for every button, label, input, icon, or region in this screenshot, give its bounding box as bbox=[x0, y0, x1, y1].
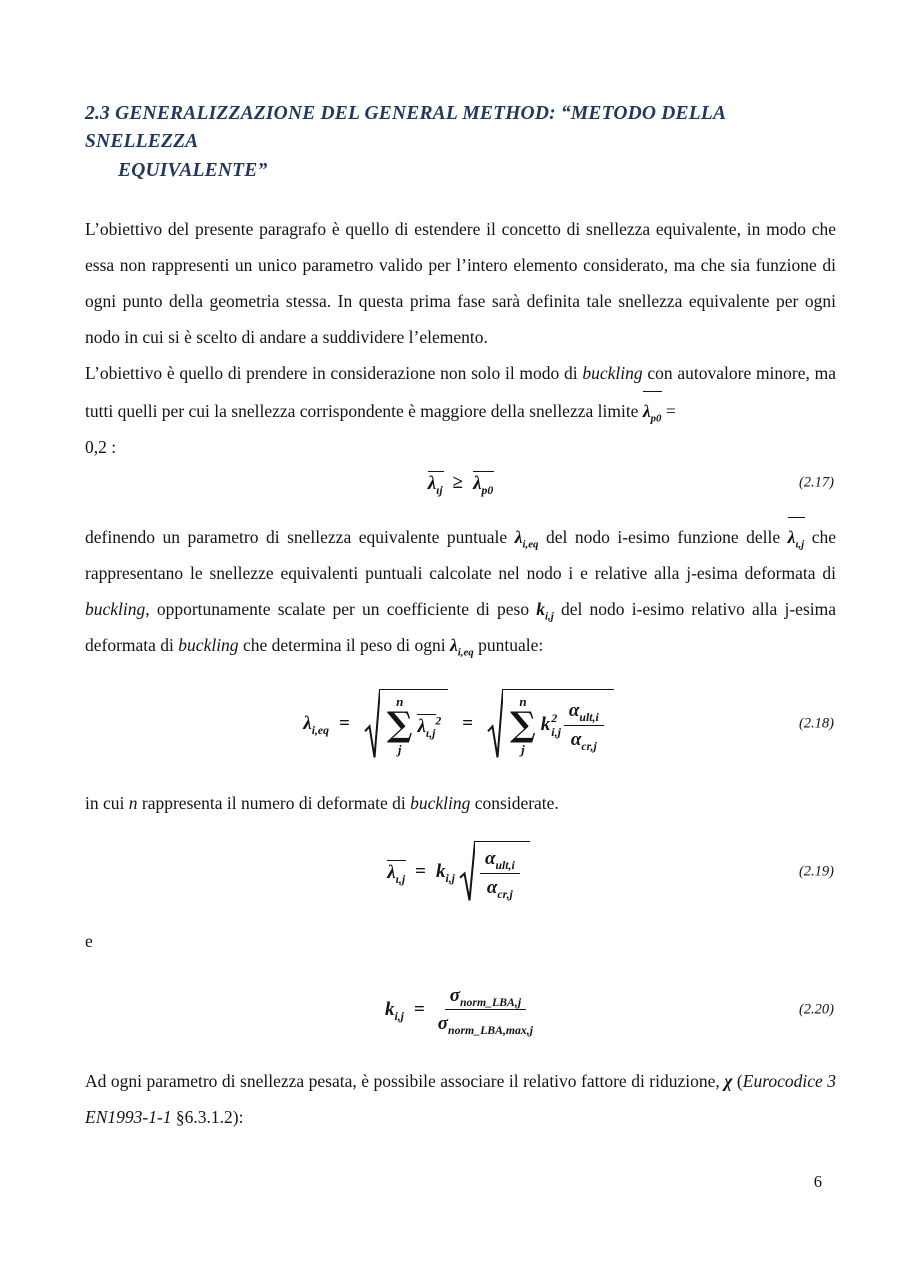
lambda-symbol: λ bbox=[417, 715, 426, 737]
equation-number: (2.19) bbox=[798, 863, 834, 880]
italic-term-eurocodice: Eurocodice 3 EN1993-1-1 bbox=[85, 1070, 837, 1127]
lambda-subscript: p0 bbox=[650, 412, 662, 425]
equation-2-17 bbox=[85, 471, 836, 495]
lambda-symbol: λ bbox=[514, 526, 523, 547]
k-subscript: i,j bbox=[551, 724, 561, 739]
text-run: §6.3.1.2): bbox=[171, 1106, 244, 1127]
k-symbol: k bbox=[540, 713, 551, 735]
exponent: 2 bbox=[435, 714, 442, 728]
lambda-subscript: i,eq bbox=[311, 723, 330, 737]
radical bbox=[487, 689, 614, 759]
math-lambda-ieq bbox=[303, 713, 329, 735]
radical bbox=[364, 689, 448, 759]
text-run: con autovalore minore, ma tutti quelli per cui la snellezza corrispondente è maggiore della snellezza limite bbox=[85, 362, 836, 421]
equation-2-18-body bbox=[303, 689, 617, 759]
paragraph-conjunction: e bbox=[85, 930, 93, 951]
k-symbol: k bbox=[384, 998, 395, 1020]
lambda-symbol: λ bbox=[387, 861, 396, 883]
equals-symbol: = bbox=[339, 713, 350, 735]
sigma-sum-icon: ∑ bbox=[386, 705, 413, 746]
fraction-alpha bbox=[480, 846, 520, 900]
sigma-symbol: σ bbox=[437, 1013, 449, 1035]
math-lambda-ieq bbox=[449, 634, 474, 659]
lambda-bar-p0 bbox=[473, 471, 493, 495]
alpha-subscript: ult,i bbox=[579, 711, 599, 725]
heading-text: GENERALIZZAZIONE DEL GENERAL METHOD: “METODO DELLA SNELLEZZA bbox=[85, 103, 726, 153]
text-run: L’obiettivo è quello di prendere in considerazione non solo il modo di bbox=[85, 362, 583, 383]
k-symbol: k bbox=[435, 860, 446, 882]
geq-symbol: ≥ bbox=[452, 471, 464, 493]
alpha-symbol: α bbox=[484, 848, 496, 870]
lambda-subscript: ι,j bbox=[425, 726, 436, 740]
lambda-subscript: ιj bbox=[436, 483, 443, 497]
paragraph-n-definition bbox=[85, 785, 836, 821]
lambda-symbol: λ bbox=[473, 472, 482, 494]
math-k-ij bbox=[436, 861, 455, 883]
heading-line1 bbox=[85, 100, 836, 157]
text-run: puntuale: bbox=[473, 634, 544, 655]
radicand bbox=[379, 689, 448, 759]
lambda-subscript: i,eq bbox=[457, 646, 474, 659]
math-lambda-bar-squared bbox=[417, 714, 441, 738]
italic-term-buckling: buckling bbox=[582, 362, 643, 383]
fraction-denominator bbox=[438, 1010, 533, 1037]
exponent: 2 bbox=[551, 710, 558, 725]
lambda-symbol: λ bbox=[787, 526, 796, 547]
radicand bbox=[474, 841, 530, 902]
k-subscript: i,j bbox=[445, 871, 455, 885]
math-k-ij bbox=[385, 999, 404, 1021]
lambda-bar-ij bbox=[387, 860, 405, 884]
lambda-subscript: ι,j bbox=[795, 538, 805, 551]
lambda-bar-ij bbox=[428, 471, 443, 495]
lambda-subscript: i,eq bbox=[522, 538, 539, 551]
text-run: del nodo i-esimo funzione delle bbox=[538, 526, 788, 547]
sigma-subscript: norm_LBA,max,j bbox=[448, 1024, 534, 1037]
alpha-symbol: α bbox=[568, 700, 580, 722]
alpha-subscript: cr,j bbox=[581, 739, 597, 753]
radical bbox=[459, 841, 530, 902]
chi-symbol: χ bbox=[724, 1070, 733, 1091]
sigma-subscript: norm_LBA,j bbox=[459, 995, 522, 1009]
k-subscript: i,j bbox=[394, 1009, 404, 1023]
alpha-symbol: α bbox=[486, 876, 498, 898]
sigma-sum-icon: ∑ bbox=[510, 705, 536, 746]
lambda-symbol: λ bbox=[449, 634, 458, 655]
k-symbol: k bbox=[536, 598, 546, 619]
italic-term-buckling: buckling bbox=[410, 793, 471, 814]
equation-number: (2.17) bbox=[798, 474, 834, 491]
page-content bbox=[85, 100, 836, 1135]
equation-2-20 bbox=[85, 983, 836, 1037]
sum-lower-limit: j bbox=[521, 741, 525, 757]
text-run: del nodo i-esimo relativo alla j-esima deformata di bbox=[85, 598, 836, 655]
math-lambda-bar-ij bbox=[787, 526, 805, 551]
equation-2-19-body bbox=[387, 841, 534, 902]
page-number: 6 bbox=[813, 1172, 822, 1191]
radical-sign-icon bbox=[487, 689, 503, 759]
paragraph-definition bbox=[85, 517, 836, 663]
fraction-numerator bbox=[564, 698, 604, 726]
math-k-ij bbox=[536, 598, 554, 623]
lambda-symbol: λ bbox=[303, 713, 312, 735]
k-subscript: i,j bbox=[545, 610, 554, 623]
equation-2-18 bbox=[85, 689, 836, 759]
fraction-sigma bbox=[438, 983, 533, 1037]
text-run: Ad ogni parametro di snellezza pesata, è possibile associare il relativo fattore di riduzione, bbox=[85, 1070, 725, 1091]
text-run: considerate. bbox=[470, 793, 559, 814]
section-number: 2.3 bbox=[85, 103, 110, 124]
radical-sign-icon bbox=[364, 689, 380, 759]
alpha-subscript: ult,i bbox=[495, 859, 515, 873]
summation bbox=[387, 694, 413, 757]
text-run: che determina il peso di ogni bbox=[238, 634, 450, 655]
sigma-symbol: σ bbox=[449, 984, 460, 1006]
section-heading bbox=[85, 100, 836, 185]
sum-upper-limit: n bbox=[519, 693, 527, 709]
equation-2-17-body bbox=[428, 471, 494, 495]
paragraph-objective bbox=[85, 355, 836, 429]
text-run: ( bbox=[732, 1070, 743, 1091]
equation-2-19 bbox=[85, 841, 836, 902]
equation-number: (2.20) bbox=[798, 1001, 834, 1018]
radical-sign-icon bbox=[459, 841, 475, 902]
text-run: definendo un parametro di snellezza equivalente puntuale bbox=[85, 526, 515, 547]
lambda-symbol: λ bbox=[642, 400, 651, 421]
italic-term-buckling: buckling bbox=[85, 598, 146, 619]
text-run: in cui bbox=[85, 793, 129, 814]
math-lambda-p0-bar bbox=[642, 400, 662, 425]
text-run: , opportunamente scalate per un coefficiente di peso bbox=[145, 598, 537, 619]
alpha-symbol: α bbox=[570, 729, 582, 751]
italic-term-n: n bbox=[128, 793, 138, 814]
text-run: che rappresentano le snellezze equivalenti puntuali calcolate nel nodo i e relative alla j-esima deformata di bbox=[85, 526, 836, 583]
fraction-denominator bbox=[571, 726, 597, 753]
text-run: = bbox=[661, 400, 676, 421]
heading-line2: EQUIVALENTE” bbox=[118, 159, 268, 181]
lambda-subscript: ι,j bbox=[395, 872, 406, 886]
radicand bbox=[502, 689, 614, 759]
math-lambda-ieq bbox=[514, 526, 539, 551]
fraction-numerator bbox=[480, 846, 520, 874]
alpha-subscript: cr,j bbox=[497, 887, 513, 901]
sum-upper-limit: n bbox=[396, 693, 404, 709]
text-run: rappresenta il numero di deformate di bbox=[137, 793, 411, 814]
lambda-subscript: p0 bbox=[481, 483, 494, 497]
fraction-denominator bbox=[487, 874, 513, 901]
paragraph-reduction-factor bbox=[85, 1063, 836, 1135]
equation-2-20-body bbox=[385, 983, 536, 1037]
math-k-squared-ij bbox=[541, 712, 561, 740]
sum-lower-limit: j bbox=[397, 741, 402, 757]
italic-term-buckling: buckling bbox=[178, 634, 239, 655]
summation bbox=[510, 694, 536, 757]
equals-symbol: = bbox=[462, 713, 474, 735]
paragraph-limit-value: 0,2 : bbox=[85, 436, 117, 457]
equals-symbol: = bbox=[413, 998, 425, 1020]
paragraph-intro: L’obiettivo del presente paragrafo è quello di estendere il concetto di snellezza equivalente, in modo che essa non rappresenti un unico parametro valido per l’intero elemento considerato, ma che sia funzione di ogni punto della geometria stessa. In questa prima fase sarà definita tale snellezza equivalente per ogni nodo in cui si è scelto di andare a suddividere l’elemento. bbox=[85, 218, 836, 347]
equals-symbol: = bbox=[415, 860, 426, 882]
fraction-numerator bbox=[445, 983, 526, 1011]
fraction-alpha bbox=[564, 698, 604, 752]
lambda-symbol: λ bbox=[427, 472, 437, 494]
equation-number: (2.18) bbox=[798, 715, 834, 732]
